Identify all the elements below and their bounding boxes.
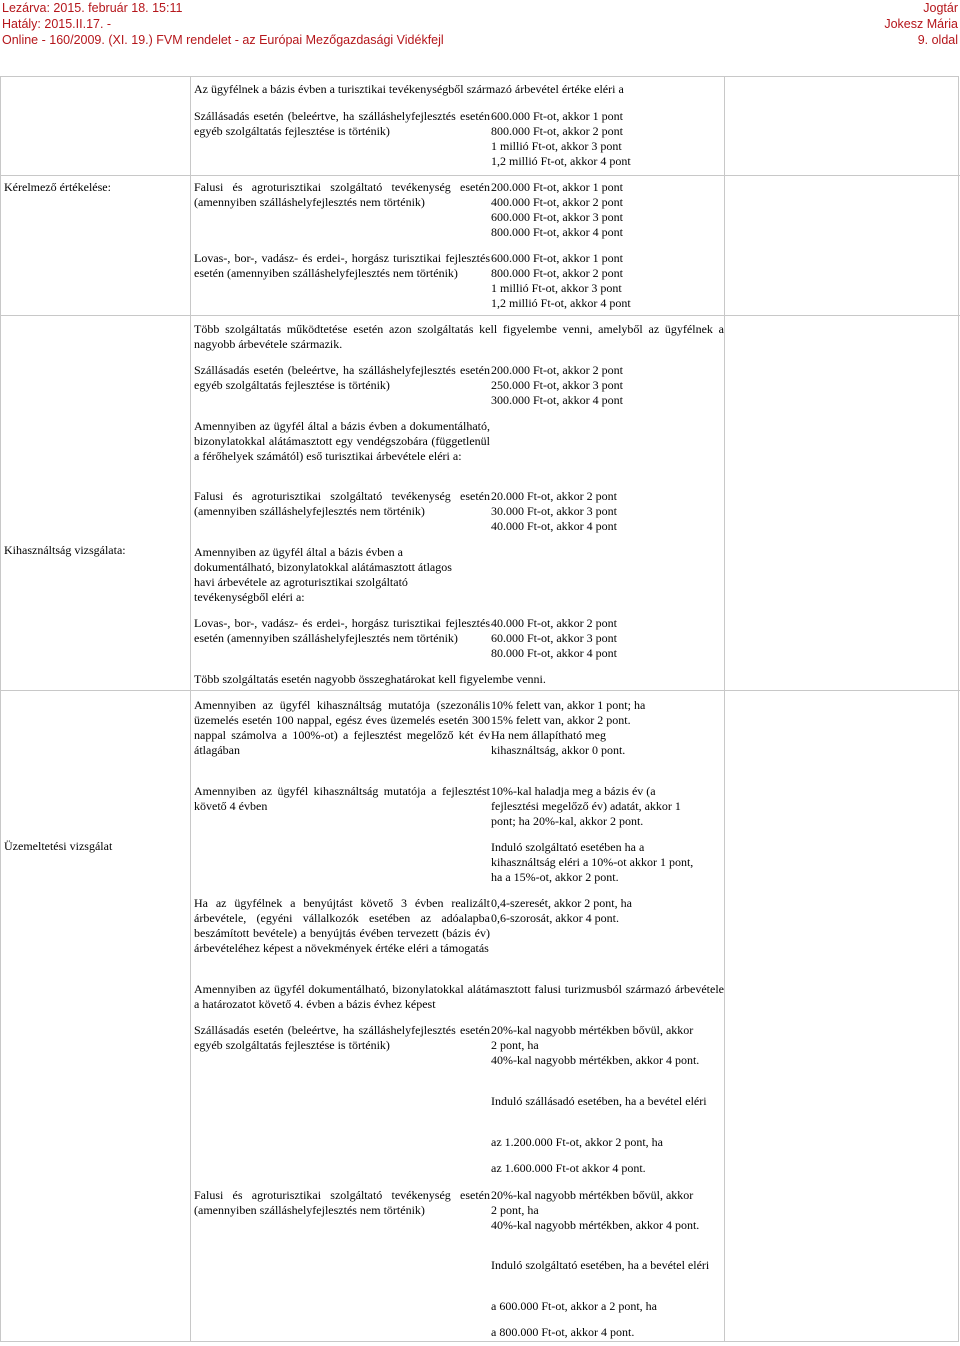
value-line: 10% felett van, akkor 1 pont; ha [491, 698, 646, 712]
h2-description: Falusi és agroturisztikai szolgáltató tevékenység esetén (amennyiben szálláshelyfejlesztés nem történik) [194, 489, 490, 518]
value-line: 600.000 Ft-ot, akkor 3 pont [491, 210, 623, 224]
u9-value-4: a 800.000 Ft-ot, akkor 4 pont. [491, 1325, 635, 1339]
value-line: 200.000 Ft-ot, akkor 2 pont [491, 363, 623, 377]
value-line: 600.000 Ft-ot, akkor 1 pont [491, 109, 623, 123]
u8-description: Falusi és agroturisztikai szolgáltató tevékenység esetén (amennyiben szálláshelyfejlesztés nem történik) [194, 1188, 490, 1217]
condition-line: havi árbevétele az agroturisztikai szolgáltató [194, 575, 408, 589]
row-divider [0, 175, 960, 176]
tobb-szolgaltatas-osszeghatar: Több szolgáltatás esetén nagyobb összeghatárokat kell figyelembe venni. [194, 672, 546, 686]
u1-description: Amennyiben az ügyfél kihasználtság mutatója (szezonális üzemelés esetén 100 nappal, egész éves üzemelés esetén 300 nappal számolva a 100%-ot) a fejlesztést megelőző két év átlagában [194, 698, 490, 757]
value-line: 1 millió Ft-ot, akkor 3 pont [491, 139, 622, 153]
value-line: kihasználtság, akkor 0 pont. [491, 743, 626, 757]
condition-line: tevékenységből eléri a: [194, 590, 305, 604]
u4-description: Ha az ügyfélnek a benyújtást követő 3 évben realizált árbevétele, (egyéni vállalkozók esetében az adóalapba beszámított bevétele) a benyújtás évében tervezett (bázis év) árbevételéhez képest a növekmények értéke eléri a támogatás [194, 896, 490, 955]
value-line: kihasználtság eléri a 10%-ot akkor 1 pont, [491, 855, 694, 869]
header-document-title: Online - 160/2009. (XI. 19.) FVM rendelet - az Európai Mezőgazdasági Vidékfejl [2, 33, 444, 47]
value-line: 800.000 Ft-ot, akkor 2 pont [491, 266, 623, 280]
value-line: 40%-kal nagyobb mértékben, akkor 4 pont. [491, 1218, 700, 1232]
row-divider [0, 315, 960, 316]
value-line: 2 pont, ha [491, 1038, 539, 1052]
value-line: 40.000 Ft-ot, akkor 4 pont [491, 519, 617, 533]
k3-description: Lovas-, bor-, vadász- és erdei-, horgász turisztikai fejlesztés esetén (amennyiben szálláshelyfejlesztés nem történik) [194, 251, 490, 280]
h1-description: Szállásadás esetén (beleértve, ha szálláshelyfejlesztés esetén egyéb szolgáltatás fejlesztése is történik) [194, 363, 490, 392]
value-line: 300.000 Ft-ot, akkor 4 pont [491, 393, 623, 407]
value-line: 20%-kal nagyobb mértékben bővül, akkor [491, 1023, 694, 1037]
column-divider [190, 76, 191, 1342]
value-line: 2 pont, ha [491, 1203, 539, 1217]
header-user: Jokesz Mária [884, 17, 958, 31]
tobb-szolgaltatas-note: Több szolgáltatás működtetése esetén azon szolgáltatás kell figyelembe venni, amelyből az ügyfélnek a nagyobb árbevétele származik. [194, 322, 724, 351]
value-line: 0,6-szorosát, akkor 4 pont. [491, 911, 619, 925]
value-line: 800.000 Ft-ot, akkor 4 pont [491, 225, 623, 239]
row-divider [0, 690, 960, 691]
value-line: 40%-kal nagyobb mértékben, akkor 4 pont. [491, 1053, 700, 1067]
header-locked-date: Lezárva: 2015. február 18. 15:11 [2, 1, 183, 15]
value-line: 10%-kal haladja meg a bázis év (a [491, 784, 656, 798]
column-divider-right [724, 76, 725, 1342]
value-line: 200.000 Ft-ot, akkor 1 pont [491, 180, 623, 194]
u7-value-2: az 1.200.000 Ft-ot, akkor 2 pont, ha [491, 1135, 663, 1149]
intro-text: Az ügyfélnek a bázis évben a turisztikai tevékenységből származó árbevétel értéke eléri a [194, 82, 624, 96]
header-brand: Jogtár [923, 1, 958, 15]
h3-description: Lovas-, bor-, vadász- és erdei-, horgász turisztikai fejlesztés esetén (amennyiben szálláshelyfejlesztés nem történik) [194, 616, 490, 645]
value-line: 800.000 Ft-ot, akkor 2 pont [491, 124, 623, 138]
value-line: 15% felett van, akkor 2 pont. [491, 713, 631, 727]
value-line: 1,2 millió Ft-ot, akkor 4 pont [491, 296, 631, 310]
u5-text: Amennyiben az ügyfél dokumentálható, bizonylatokkal alátámasztott falusi turizmusból származó árbevétele a határozatot követő 4. évben a bázis évhez képest [194, 982, 724, 1011]
section-kihasznaltsag-label: Kihasználtság vizsgálata: [4, 543, 126, 557]
header-page-number: 9. oldal [917, 33, 958, 47]
value-line: Induló szolgáltató esetében ha a [491, 840, 645, 854]
value-line: 1,2 millió Ft-ot, akkor 4 pont [491, 154, 631, 168]
value-line: 250.000 Ft-ot, akkor 3 pont [491, 378, 623, 392]
value-line: 60.000 Ft-ot, akkor 3 pont [491, 631, 617, 645]
u7-value-4: az 1.600.000 Ft-ot akkor 4 pont. [491, 1161, 646, 1175]
condition-line: dokumentálható, bizonylatokkal alátámasztott átlagos [194, 560, 452, 574]
u6-description: Szállásadás esetén (beleértve, ha szálláshelyfejlesztés esetén egyéb szolgáltatás fejlesztése is történik) [194, 1023, 490, 1052]
value-line: ha a 15%-ot, akkor 2 pont. [491, 870, 619, 884]
value-line: 20%-kal nagyobb mértékben bővül, akkor [491, 1188, 694, 1202]
k1-description: Szállásadás esetén (beleértve, ha szálláshelyfejlesztés esetén egyéb szolgáltatás fejlesztése is történik) [194, 109, 490, 138]
section-kerelmezo-label: Kérelmező értékelése: [4, 180, 111, 194]
value-line: 1 millió Ft-ot, akkor 3 pont [491, 281, 622, 295]
u2-description: Amennyiben az ügyfél kihasználtság mutatója a fejlesztést követő 4 évben [194, 784, 490, 813]
header-validity: Hatály: 2015.II.17. - [2, 17, 112, 31]
value-line: Ha nem állapítható meg [491, 728, 606, 742]
value-line: 40.000 Ft-ot, akkor 2 pont [491, 616, 617, 630]
k2-description: Falusi és agroturisztikai szolgáltató tevékenység esetén (amennyiben szálláshelyfejlesztés nem történik) [194, 180, 490, 209]
value-line: fejlesztési megelőző év) adatát, akkor 1 [491, 799, 681, 813]
condition-line: Amennyiben az ügyfél által a bázis évben a [194, 545, 403, 559]
value-line: 0,4-szeresét, akkor 2 pont, ha [491, 896, 632, 910]
value-line: 30.000 Ft-ot, akkor 3 pont [491, 504, 617, 518]
section-uzemeltetesi-label: Üzemeltetési vizsgálat [4, 839, 113, 853]
value-line: 400.000 Ft-ot, akkor 2 pont [491, 195, 623, 209]
value-line: pont; ha 20%-kal, akkor 2 pont. [491, 814, 644, 828]
value-line: 600.000 Ft-ot, akkor 1 pont [491, 251, 623, 265]
u9-value-2: a 600.000 Ft-ot, akkor a 2 pont, ha [491, 1299, 657, 1313]
value-line: 20.000 Ft-ot, akkor 2 pont [491, 489, 617, 503]
u9-condition: Induló szolgáltató esetében, ha a bevétel eléri [491, 1258, 710, 1272]
h1-condition: Amennyiben az ügyfél által a bázis évben a dokumentálható, bizonylatokkal alátámasztott egy vendégszobára (függetlenül a férőhelyek számától) eső turisztikai árbevétele eléri a: [194, 419, 490, 463]
value-line: 80.000 Ft-ot, akkor 4 pont [491, 646, 617, 660]
u7-condition: Induló szállásadó esetében, ha a bevétel eléri [491, 1094, 707, 1108]
